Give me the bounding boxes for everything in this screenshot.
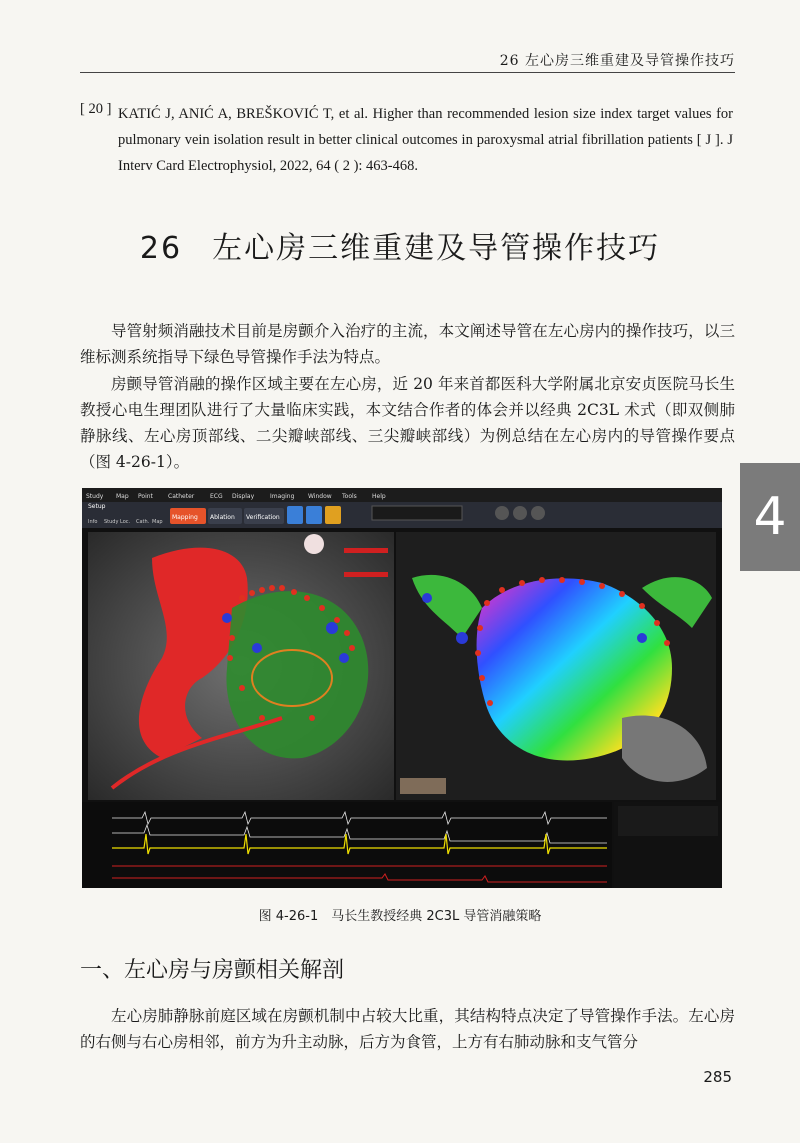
figure-caption: 图 4-26-1 马长生教授经典 2C3L 导管消融策略 [258,909,542,924]
reference-text: KATIĆ J, ANIĆ A, BREŠKOVIĆ T, et al. Higher than recommended lesion size index target values for pulmonary vein isolation result in better clinical outcomes in paroxysmal atrial fibrillation patients [ J ]. J Interv Card Electrophysiol, 2022, 64 ( 2 ): 463-468. [118,106,733,174]
body-paragraph-2: 房颤导管消融的操作区域主要在左心房，近 20 年来首都医科大学附属北京安贞医院马长生教授心电生理团队进行了大量临床实践，本文结合作者的体会并以经典 2C3L 术式（即双侧肺静脉线、左心房顶部线、二尖瓣峡部线、三尖瓣峡部线）为例总结在左心房内的导管操作要点（图 4-26-1）。 [80,375,735,471]
toolbar-round-button[interactable] [513,506,527,520]
tab-label[interactable]: Mapping [172,514,198,521]
menu-item[interactable]: Catheter [168,493,195,500]
reference-number: [ 20 ] [80,101,112,117]
running-head: 26 左心房三维重建及导管操作技巧 [499,53,735,69]
routed-channel-select[interactable] [372,506,462,520]
figure-mapping-screenshot [82,488,722,888]
lat-legend-bar [344,548,388,553]
subtab-label[interactable]: Loc. [120,519,131,525]
subtab-label[interactable]: Map [152,519,163,525]
subtab-label[interactable]: Cath. [136,519,150,525]
subtab-label[interactable]: Study [104,519,119,525]
lesion-summary [618,806,718,836]
menu-item[interactable]: Imaging [270,493,295,500]
menu-item[interactable]: Window [308,493,332,500]
toolbar-round-button[interactable] [495,506,509,520]
orientation-head-icon [304,534,324,554]
subtab-label[interactable]: Info [88,519,98,525]
section-title: 一、左心房与房颤相关解剖 [80,958,345,983]
menu-item[interactable]: ECG [210,493,223,500]
toolbar-round-button[interactable] [531,506,545,520]
menu-item[interactable]: Help [372,493,386,500]
toolbar-button[interactable] [306,506,322,524]
page-number: 285 [703,1068,732,1086]
menu-item[interactable]: Tools [342,493,357,500]
toolbar-button[interactable] [325,506,341,524]
chapter-title [0,223,800,267]
chapter-number: 26 [139,231,183,266]
menu-item[interactable]: Study [86,493,104,500]
figure-image [82,488,722,888]
chapter-title-text: 左心房三维重建及导管操作技巧 [212,231,661,266]
section-paragraph: 左心房肺静脉前庭区域在房颤机制中占较大比重，其结构特点决定了导管操作手法。左心房的右侧与右心房相邻，前方为升主动脉，后方为食管，上方有右肺动脉和支气管分 [80,1007,735,1051]
ttime-legend-bar [344,572,388,577]
tab-label[interactable]: Setup [88,503,106,510]
tab-label[interactable]: Ablation [210,514,235,521]
tab-label[interactable]: Verification [246,514,280,521]
header-rule [80,72,735,73]
menu-item[interactable]: Display [232,493,255,500]
chapter-thumb-tab: 4 [740,463,800,571]
body-paragraph-1: 导管射频消融技术目前是房颤介入治疗的主流，本文阐述导管在左心房内的操作技巧，以三维标测系统指导下绿色导管操作手法为特点。 [80,322,735,366]
acquire-button[interactable] [400,778,446,794]
menu-item[interactable]: Map [116,493,129,500]
menu-item[interactable]: Point [138,493,153,500]
toolbar-button[interactable] [287,506,303,524]
